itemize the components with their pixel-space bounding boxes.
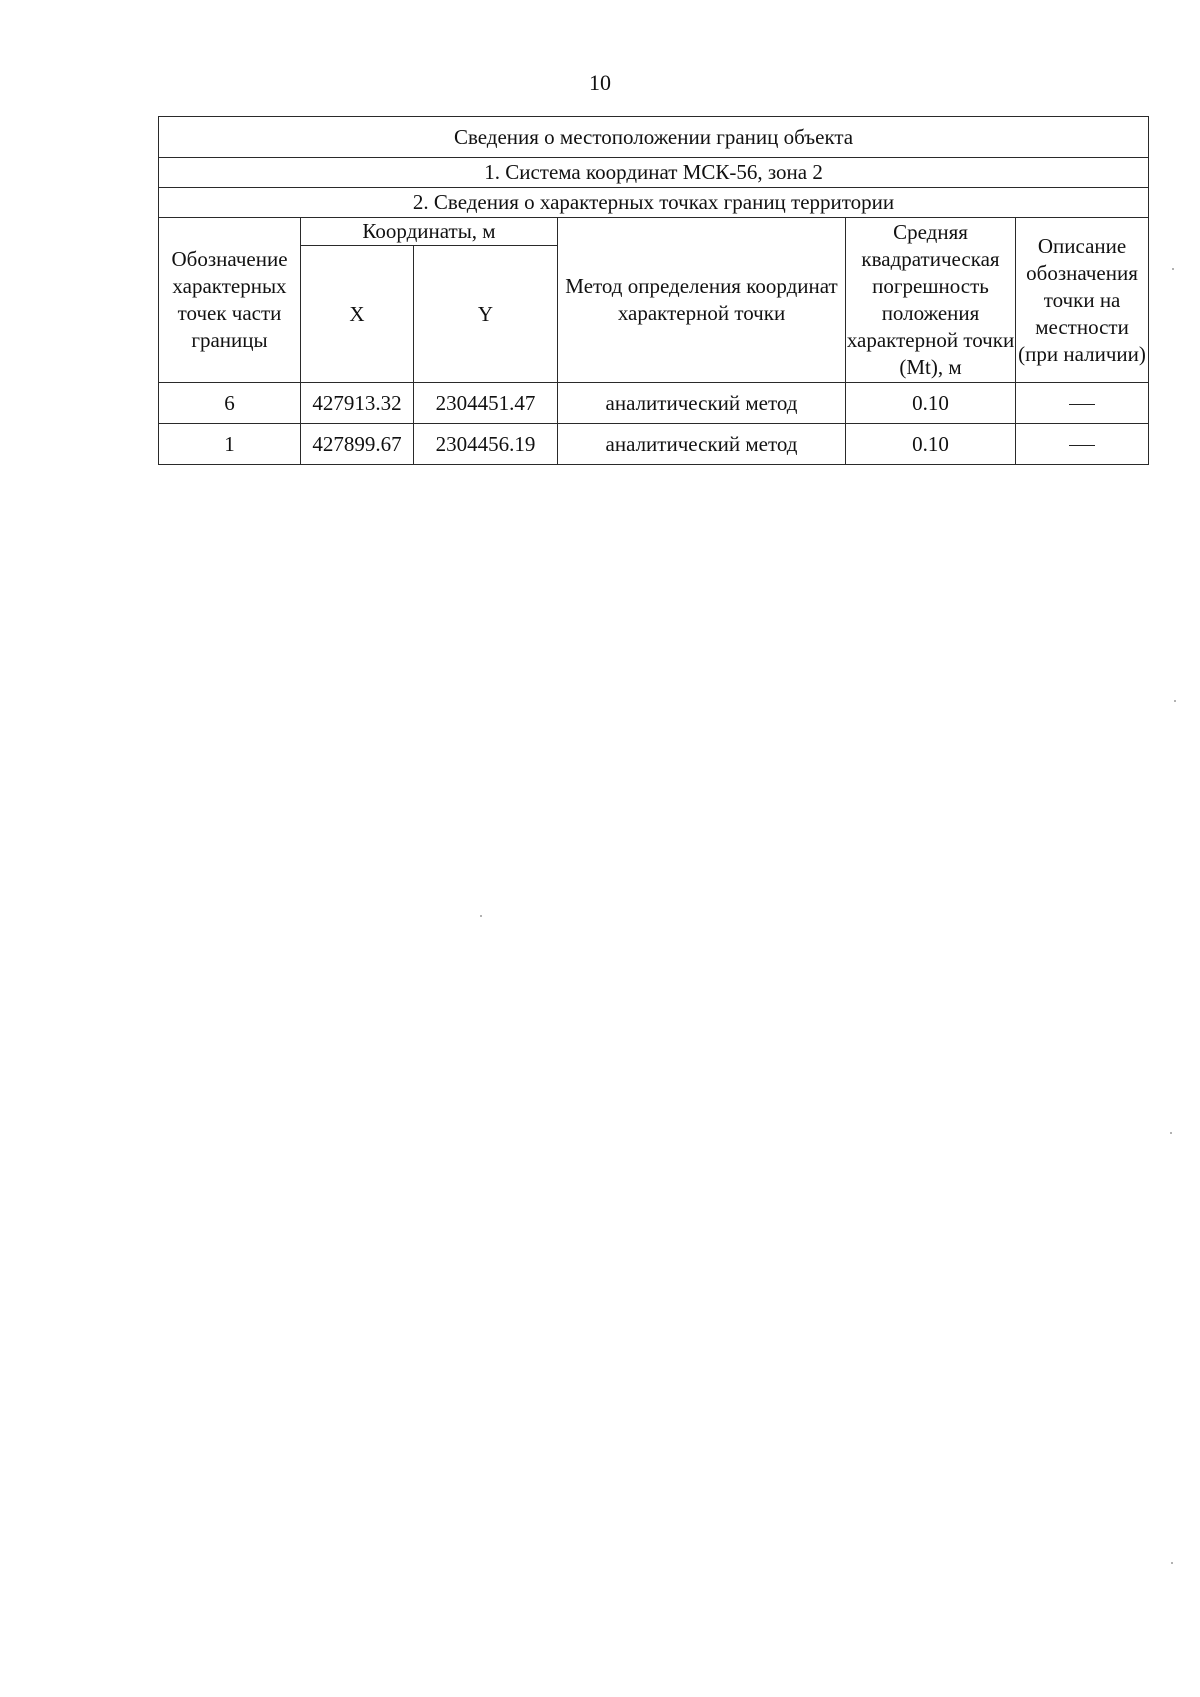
points-section-title: 2. Сведения о характерных точках границ территории <box>159 188 1149 218</box>
scan-speck <box>1170 1132 1172 1134</box>
header-description: Описание обозначения точки на местности (при наличии) <box>1016 218 1149 383</box>
scan-speck <box>1171 1562 1173 1564</box>
scan-speck <box>480 915 482 917</box>
y-value: 2304456.19 <box>414 424 558 465</box>
description-value <box>1016 424 1149 465</box>
coordinate-system: 1. Система координат МСК-56, зона 2 <box>159 158 1149 188</box>
error-value: 0.10 <box>846 424 1016 465</box>
y-value: 2304451.47 <box>414 383 558 424</box>
method-value: аналитический метод <box>558 383 846 424</box>
scan-speck <box>1172 268 1174 270</box>
point-number: 6 <box>159 383 301 424</box>
header-coordinates: Координаты, м <box>301 218 558 246</box>
table-row <box>159 383 1149 424</box>
header-point-designation: Обозначение характерных точек части границы <box>159 218 301 383</box>
header-error: Средняя квадратическая погрешность положения характерной точки (Mt), м <box>846 218 1016 383</box>
description-value <box>1016 383 1149 424</box>
boundary-table <box>158 116 1149 465</box>
dash-mark <box>1069 404 1095 405</box>
scan-speck <box>1174 700 1176 702</box>
header-y: Y <box>414 246 558 383</box>
point-number: 1 <box>159 424 301 465</box>
dash-mark <box>1069 445 1095 446</box>
method-value: аналитический метод <box>558 424 846 465</box>
x-value: 427899.67 <box>301 424 414 465</box>
header-method: Метод определения координат характерной точки <box>558 218 846 383</box>
page-number: 10 <box>589 70 611 95</box>
x-value: 427913.32 <box>301 383 414 424</box>
table-caption: Сведения о местоположении границ объекта <box>159 117 1149 158</box>
error-value: 0.10 <box>846 383 1016 424</box>
header-x: X <box>301 246 414 383</box>
table-row <box>159 424 1149 465</box>
